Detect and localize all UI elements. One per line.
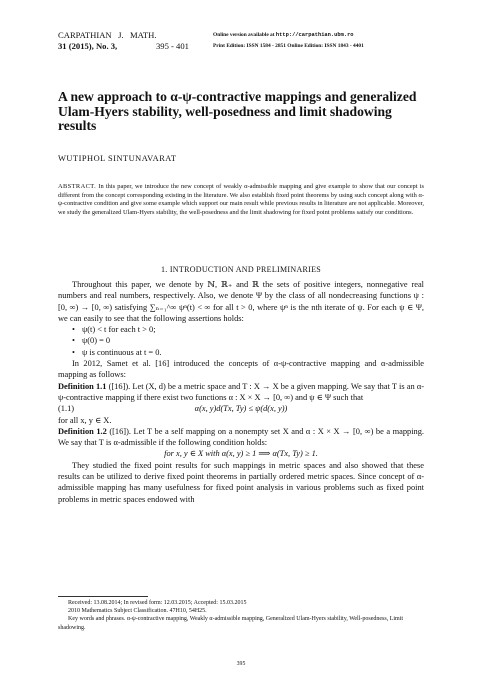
paragraph-1: Throughout this paper, we denote by ℕ, ℝ₊ and ℝ the sets of positive integers, nonnegative real numbers and real numbers, respectively. Also, we denote Ψ by the class of all nondecreasing functions ψ : [0, ∞) → [0, ∞) satisfying ∑ₙ₌₁^∞ ψⁿ(t) < ∞ for all t > 0, where ψⁿ is the nth iterate of ψ. For each ψ ∈ Ψ, we can easily to see that the following assertions holds:: [58, 280, 424, 323]
body-text: [58, 279, 424, 505]
footnote-msc: 2010 Mathematics Subject Classification. 47H10, 54H25.: [68, 608, 207, 615]
forall-line: for all x, y ∈ X.: [58, 415, 112, 425]
definition-1-label: Definition 1.1: [58, 381, 107, 391]
paper-title: A new approach to α-ψ-contractive mappings and generalized Ulam-Hyers stability, well-posedness and limit shadowing results: [58, 89, 417, 133]
equation-body: α(x, y)d(Tx, Ty) ≤ ψ(d(x, y)): [194, 404, 288, 414]
journal-name: CARPATHIAN J. MATH.: [58, 30, 157, 40]
equation-number: (1.1): [58, 404, 75, 414]
definition-2-label: Definition 1.2: [58, 426, 107, 436]
online-prefix: Online version available at: [213, 32, 275, 38]
edition-info: [213, 30, 364, 52]
admissible-condition: for x, y ∈ X with α(x, y) ≥ 1 ⟹ α(Tx, Ty) ≥ 1.: [164, 449, 318, 459]
print-edition: Print Edition: ISSN 1584 - 2851 Online Edition: ISSN 1843 - 4401: [213, 43, 364, 49]
page-range: 395 - 401: [156, 41, 189, 51]
abstract-label: ABSTRACT.: [58, 183, 97, 190]
list-item: • ψ(0) = 0: [82, 335, 424, 346]
paragraph-3: They studied the fixed point results for such mappings in metric spaces and also showed that these results can be utilized to derive fixed point theorems in partially ordered metric spaces. Since concept of α-admissible mapping has many usefulness for fixed point analysis in various problems such as fixed point problems in metric spaces endowed with: [58, 460, 424, 504]
definition-1-text: ([16]). Let (X, d) be a metric space and T : X → X be a given mapping. We say that T is an α-ψ-contractive mapping if there exist two functions α : X × X → [0, ∞) and ψ ∈ Ψ such that: [58, 381, 424, 402]
online-url[interactable]: http://carpathian.ubm.ro: [275, 32, 354, 38]
abstract-text: In this paper, we introduce the new concept of weakly α-admissible mapping and give example to show that our concept is different from the concept corresponding existing in the literature. We also establish fixed point theorems by using such concept along with α-ψ-contractive condition and give some example which support our main result while previous results in literature are not applicable. Moreover, we study the generalized Ulam-Hyers stability, the well-posedness and the limit shadowing for fixed point problems satisfy our conditions.: [58, 183, 424, 216]
author-name: WUTIPHOL SINTUNAVARAT: [58, 154, 177, 163]
abstract: [58, 183, 424, 217]
page-number: 395: [236, 661, 246, 667]
assertion-list: [58, 324, 424, 358]
list-item: • ψ is continuous at t = 0.: [82, 347, 424, 358]
list-item: • ψ(t) < t for each t > 0;: [82, 324, 424, 335]
section-heading: 1. INTRODUCTION AND PRELIMINARIES: [160, 265, 322, 274]
definition-2: [58, 426, 424, 449]
equation-1-1: [58, 403, 424, 414]
footnote-keywords: Key words and phrases. α-ψ-contractive mapping, Weakly α-admissible mapping, Generalized Ulam-Hyers stability, Well-posedness, Limit shadowing.: [58, 616, 404, 631]
definition-1: [58, 381, 424, 404]
footnote: [58, 599, 424, 632]
definition-2-text: ([16]). Let T be a self mapping on a nonempty set X and α : X × X → [0, ∞) be a mapping. We say that T is α-admissible if the following condition holds:: [58, 426, 424, 448]
footnote-dates: Received: 13.08.2014; In revised form: 12.03.2015; Accepted: 15.03.2015: [68, 600, 247, 606]
page-range-block: [138, 30, 189, 52]
online-line: [213, 30, 364, 41]
journal-volume: 31 (2015), No. 3,: [58, 41, 118, 51]
footnote-rule: [58, 596, 148, 597]
paragraph-2: In 2012, Samet et al. [16] introduced the concepts of α-ψ-contractive mapping and α-admissible mapping as follows:: [58, 359, 424, 380]
